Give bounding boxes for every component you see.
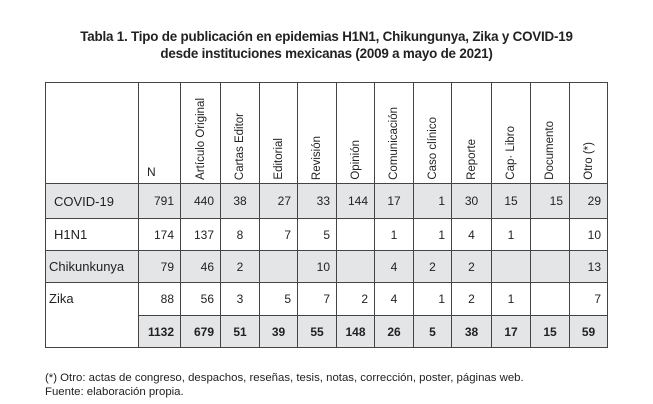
table-row	[46, 251, 608, 283]
header-reporte: Reporte	[452, 83, 492, 184]
cell: 15	[531, 184, 570, 219]
row-label: Chikunkunya	[46, 251, 139, 283]
cell: 2	[452, 283, 492, 316]
header-n: N	[139, 83, 181, 184]
cell	[492, 251, 531, 283]
cell: 174	[139, 219, 181, 251]
cell: 791	[139, 184, 181, 219]
cell: 7	[298, 283, 337, 316]
header-documento: Documento	[531, 83, 570, 184]
row-label: Zika	[46, 283, 139, 348]
header-opinion: Opinión	[337, 83, 375, 184]
cell: 5	[298, 219, 337, 251]
cell: 144	[337, 184, 375, 219]
cell: 7	[260, 219, 298, 251]
cell: 10	[298, 251, 337, 283]
cell: 29	[570, 184, 608, 219]
table-title	[0, 28, 653, 62]
total-cell: 55	[298, 316, 337, 348]
cell: 137	[181, 219, 221, 251]
cell: 7	[570, 283, 608, 316]
header-comunicacion: Comunicación	[375, 83, 414, 184]
footnotes	[45, 371, 524, 399]
cell: 2	[221, 251, 260, 283]
cell: 440	[181, 184, 221, 219]
cell: 13	[570, 251, 608, 283]
header-articulo-original: Artículo Original	[181, 83, 221, 184]
table-row	[46, 219, 608, 251]
cell: 33	[298, 184, 337, 219]
table-row	[46, 283, 608, 316]
cell	[531, 283, 570, 316]
cell: 46	[181, 251, 221, 283]
cell: 88	[139, 283, 181, 316]
cell	[337, 251, 375, 283]
total-cell: 5	[414, 316, 452, 348]
cell: 1	[414, 184, 452, 219]
cell: 4	[375, 283, 414, 316]
header-cap-libro: Cap· Libro	[492, 83, 531, 184]
cell: 5	[260, 283, 298, 316]
cell: 1	[414, 219, 452, 251]
cell: 56	[181, 283, 221, 316]
total-cell: 148	[337, 316, 375, 348]
cell: 27	[260, 184, 298, 219]
cell: 4	[375, 251, 414, 283]
total-cell: 15	[531, 316, 570, 348]
total-cell: 38	[452, 316, 492, 348]
footnote-otro: (*) Otro: actas de congreso, despachos, reseñas, tesis, notas, corrección, poster, páginas web.	[45, 372, 524, 384]
cell: 10	[570, 219, 608, 251]
total-cell: 1132	[139, 316, 181, 348]
total-cell: 51	[221, 316, 260, 348]
cell: 2	[414, 251, 452, 283]
title-line-1: Tabla 1. Tipo de publicación en epidemias H1N1, Chikungunya, Zika y COVID-19	[80, 29, 573, 44]
cell: 4	[452, 219, 492, 251]
cell: 38	[221, 184, 260, 219]
cell: 2	[337, 283, 375, 316]
row-label: H1N1	[46, 219, 139, 251]
header-caso-clinico: Caso clínico	[414, 83, 452, 184]
title-line-2: desde instituciones mexicanas (2009 a mayo de 2021)	[160, 46, 493, 61]
header-blank	[46, 83, 139, 184]
cell: 3	[221, 283, 260, 316]
table-row	[46, 184, 608, 219]
total-cell: 17	[492, 316, 531, 348]
header-cartas-editor: Cartas Editor	[221, 83, 260, 184]
publication-table	[45, 82, 608, 348]
header-editorial: Editorial	[260, 83, 298, 184]
cell: 30	[452, 184, 492, 219]
total-cell: 59	[570, 316, 608, 348]
cell: 8	[221, 219, 260, 251]
cell: 1	[492, 219, 531, 251]
total-cell: 26	[375, 316, 414, 348]
cell	[337, 219, 375, 251]
cell: 1	[375, 219, 414, 251]
header-revision: Revisión	[298, 83, 337, 184]
cell: 15	[492, 184, 531, 219]
header-otro: Otro (*)	[570, 83, 608, 184]
cell	[531, 219, 570, 251]
total-cell: 679	[181, 316, 221, 348]
cell	[531, 251, 570, 283]
row-label: COVID-19	[46, 184, 139, 219]
cell: 79	[139, 251, 181, 283]
header-row	[46, 83, 608, 184]
total-cell: 39	[260, 316, 298, 348]
cell	[260, 251, 298, 283]
cell: 1	[492, 283, 531, 316]
cell: 2	[452, 251, 492, 283]
cell: 17	[375, 184, 414, 219]
cell: 1	[414, 283, 452, 316]
footnote-source: Fuente: elaboración propia.	[45, 386, 184, 398]
